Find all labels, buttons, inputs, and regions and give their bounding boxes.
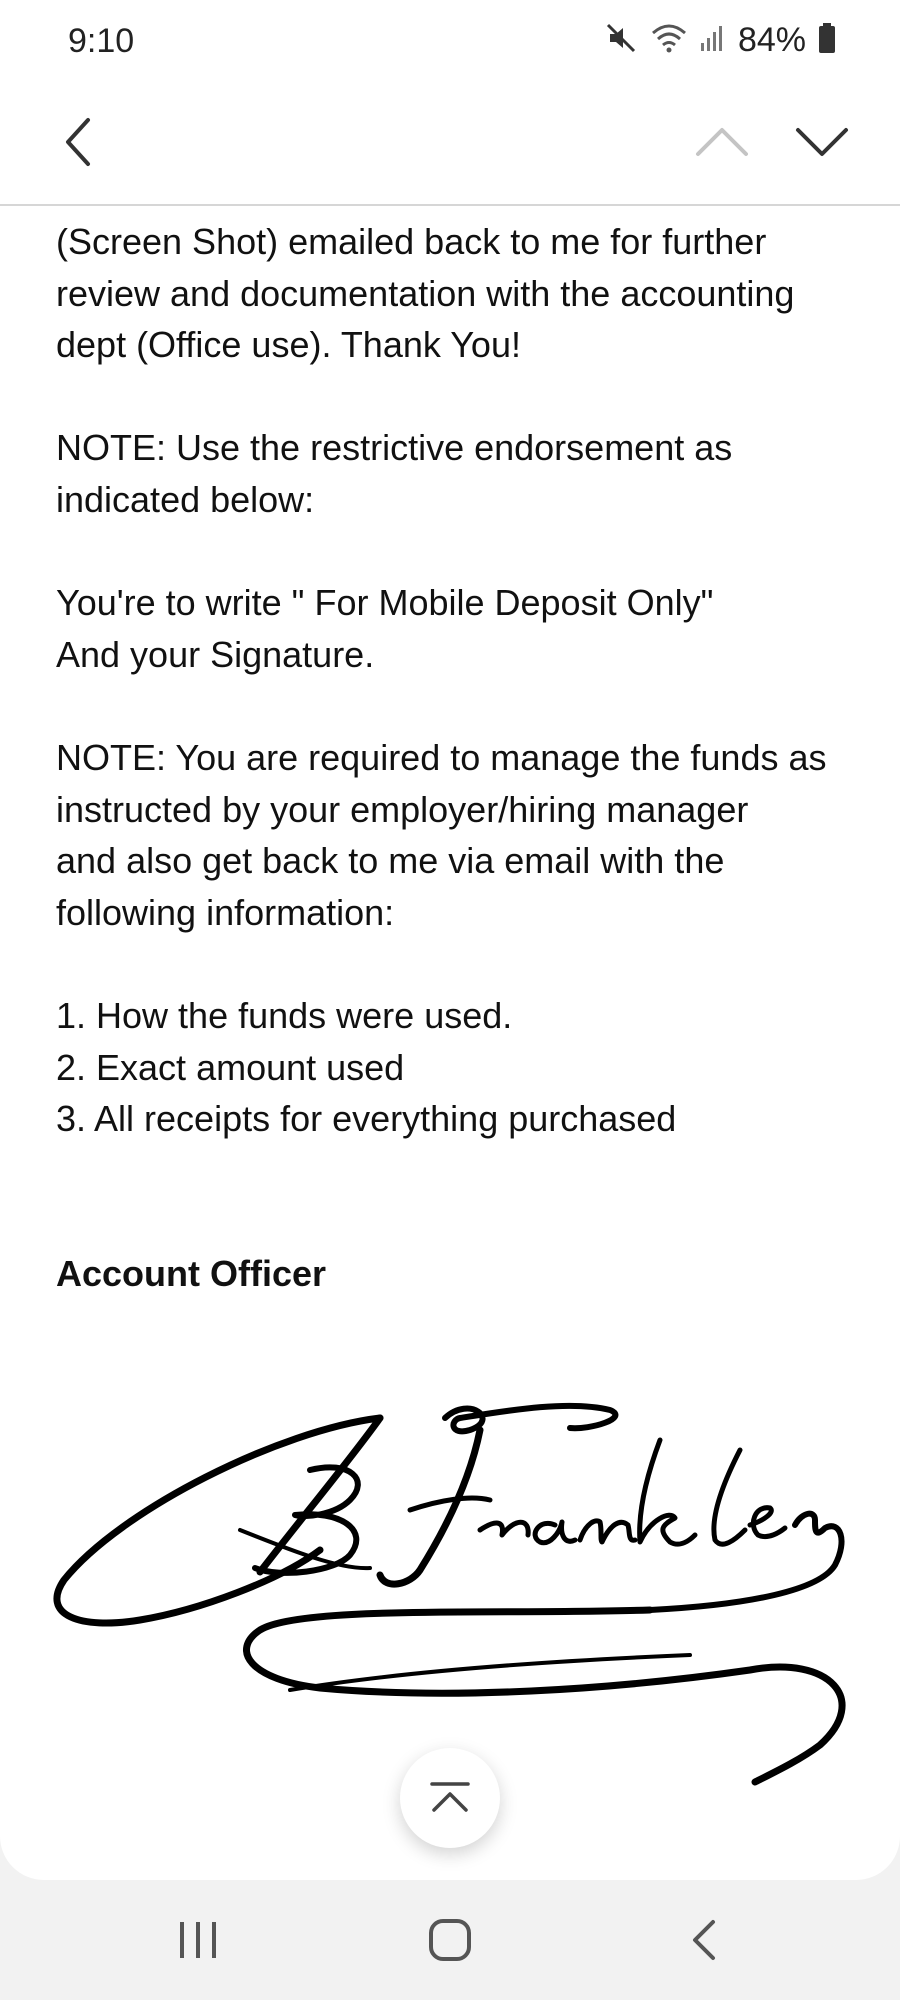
status-icons [604, 18, 836, 62]
back-arrow-icon [58, 114, 98, 170]
email-line: (Screen Shot) emailed back to me for further [56, 221, 767, 262]
email-line: review and documentation with the accounting [56, 272, 795, 314]
recent-apps-icon [176, 1920, 220, 1960]
scroll-to-top-button[interactable] [400, 1748, 500, 1848]
system-nav-bar [0, 1880, 900, 2000]
status-time: 9:10 [68, 22, 135, 60]
home-button[interactable] [400, 1900, 500, 1980]
email-line: and also get back to me via email with the [56, 840, 725, 882]
list-item: 3. All receipts for everything purchased [56, 1098, 677, 1140]
message-toolbar [0, 80, 900, 206]
recent-apps-button[interactable] [148, 1900, 248, 1980]
list-item: 2. Exact amount used [56, 1046, 405, 1088]
email-body-card[interactable] [0, 80, 900, 1880]
previous-message-icon [692, 122, 752, 162]
system-back-button[interactable] [654, 1900, 754, 1980]
signoff-title: Account Officer [56, 1252, 327, 1294]
email-line: And your Signature. [56, 633, 375, 675]
email-line: You're to write " For Mobile Deposit Only" [56, 582, 714, 624]
email-line: dept (Office use). Thank You! [56, 324, 521, 366]
email-line: following information: [56, 891, 395, 933]
status-bar [0, 0, 900, 80]
email-line: indicated below: [56, 478, 315, 520]
list-item: 1. How the funds were used. [56, 994, 513, 1036]
next-message-icon [792, 122, 852, 162]
home-icon [428, 1918, 472, 1962]
next-message-button[interactable] [782, 102, 862, 182]
mute-icon [604, 21, 638, 60]
back-icon [689, 1918, 719, 1962]
email-body-text [56, 216, 856, 1299]
email-line: NOTE: You are required to manage the funds as [56, 736, 827, 778]
battery-percentage: 84% [737, 20, 806, 59]
email-line: NOTE: Use the restrictive endorsement as [56, 427, 733, 469]
signal-icon [700, 23, 726, 58]
battery-icon [818, 22, 836, 59]
scroll-to-top-icon [428, 1780, 472, 1816]
back-button[interactable] [38, 102, 118, 182]
email-line: instructed by your employer/hiring manager [56, 788, 749, 830]
wifi-icon [650, 21, 688, 60]
previous-message-button[interactable] [682, 102, 762, 182]
